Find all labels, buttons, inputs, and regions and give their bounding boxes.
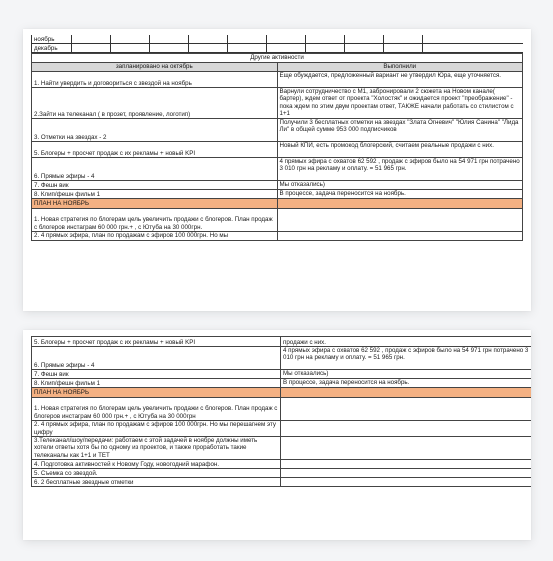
spreadsheet-top <box>31 35 523 241</box>
table-row: 5. Съемка со звездой. <box>32 469 532 478</box>
table-row: 4. Подготовка активностей к Новому Году, новогодний марафон. <box>32 460 532 469</box>
header-done: Выполнили <box>277 63 523 72</box>
table-row: 6. Прямые эфиры - 4 4 прямых эфира с охватов 62 592 , продаж с эфиров было на 54 971 грн потрачено 3 010 грн на рекламу и оплату. = 51 965 грн. <box>32 158 523 181</box>
table-row: 2. 4 прямых эфира, план по продажам с эфиров 100 000грн. Но мы перешагнем эту цифру <box>32 421 532 437</box>
table-row: 6. 2 бесплатные звездные отметки <box>32 478 532 487</box>
sheet-screenshot-top <box>23 29 531 311</box>
header-planned: запланировано на октябрь <box>32 63 278 72</box>
activities-table-continued <box>31 336 531 487</box>
activities-table <box>31 53 523 241</box>
table-row: 2.Зайти на телеканал ( в прозет, проявление, логотип) Варнули сотрудничество с М1, забронировали 2 сюжета на Новом канале( бартер), ждем ответ от проекта "Холостяк" и ожидается проект "преображение" - пока ждем по этим двум проектам ответ, ТАКЖЕ начали работать со стилистом с 1+1 <box>32 88 523 119</box>
month-row-december <box>31 44 523 53</box>
section-title: Другие активности <box>32 54 523 63</box>
table-row: 3.Телеканал/шоу/передачи: работаем с этой задачей в ноябре должны иметь хотели ответы хотя бы по одному из проектов, и также проработать такие телеканалы как 1+1 и ТЕТ <box>32 437 532 460</box>
table-row: 7. Фешн вик Мы отказались) <box>32 181 523 190</box>
table-row: 8. Клип/фешн фильм 1 В процессе, задача переносится на ноябрь. <box>32 379 532 388</box>
table-row: 5. Блогеры + просчет продаж с их рекламы + новый KPI Новый КПИ, есть промокод блогерский, считаем реальные продажи с них. <box>32 142 523 158</box>
month-label: ноябрь <box>32 35 72 44</box>
plan-header-row: ПЛАН НА НОЯБРЬ <box>32 199 523 209</box>
sheet-screenshot-bottom <box>23 330 531 540</box>
table-row: 8. Клип/фешн фильм 1 В процессе, задача переносится на ноябрь. <box>32 190 523 199</box>
plan-header-row: ПЛАН НА НОЯБРЬ <box>32 388 532 398</box>
table-row: 6. Прямые эфиры - 4 4 прямых эфира с охватов 62 592 , продаж с эфиров было на 54 971 грн потрачено 3 010 грн на рекламу и оплату. = 51 965 грн. <box>32 347 532 370</box>
table-row: 1. Найти увердить и договориться с звездой на ноябрь Еще обуждается, предложенный вариант не утвердил Юра, еще уточняется. <box>32 72 523 88</box>
table-row: 2. 4 прямых эфира, план по продажам с эфиров 100 000грн. Но мы <box>32 232 523 241</box>
spreadsheet-bottom <box>31 336 529 487</box>
table-row: 1. Новая стратегия по блогерам цель увеличить продажи с блогеров. План продаж с блогеров инстаграм 60 000 грн.+ , с Ютуба на 30 000грн. <box>32 209 523 232</box>
month-row-november <box>31 35 523 44</box>
table-row: 5. Блогеры + просчет продаж с их рекламы + новый KPI продажи с них. <box>32 337 532 347</box>
table-row: 7. Фешн вик Мы отказались) <box>32 370 532 379</box>
table-row: 3. Отметки на звездах - 2 Получили 3 бесплатных отметки на звездах "Злата Огневич" "Юлия Санина" "Лида Ли" в общей сумме 953 000 подписчиков <box>32 119 523 142</box>
month-label: декабрь <box>32 44 72 53</box>
table-row: 1. Новая стратегия по блогерам цель увеличить продажи с блогеров. План продаж с блогеров инстаграм 60 000 грн.+ , с Ютуба на 30 000грн <box>32 398 532 421</box>
